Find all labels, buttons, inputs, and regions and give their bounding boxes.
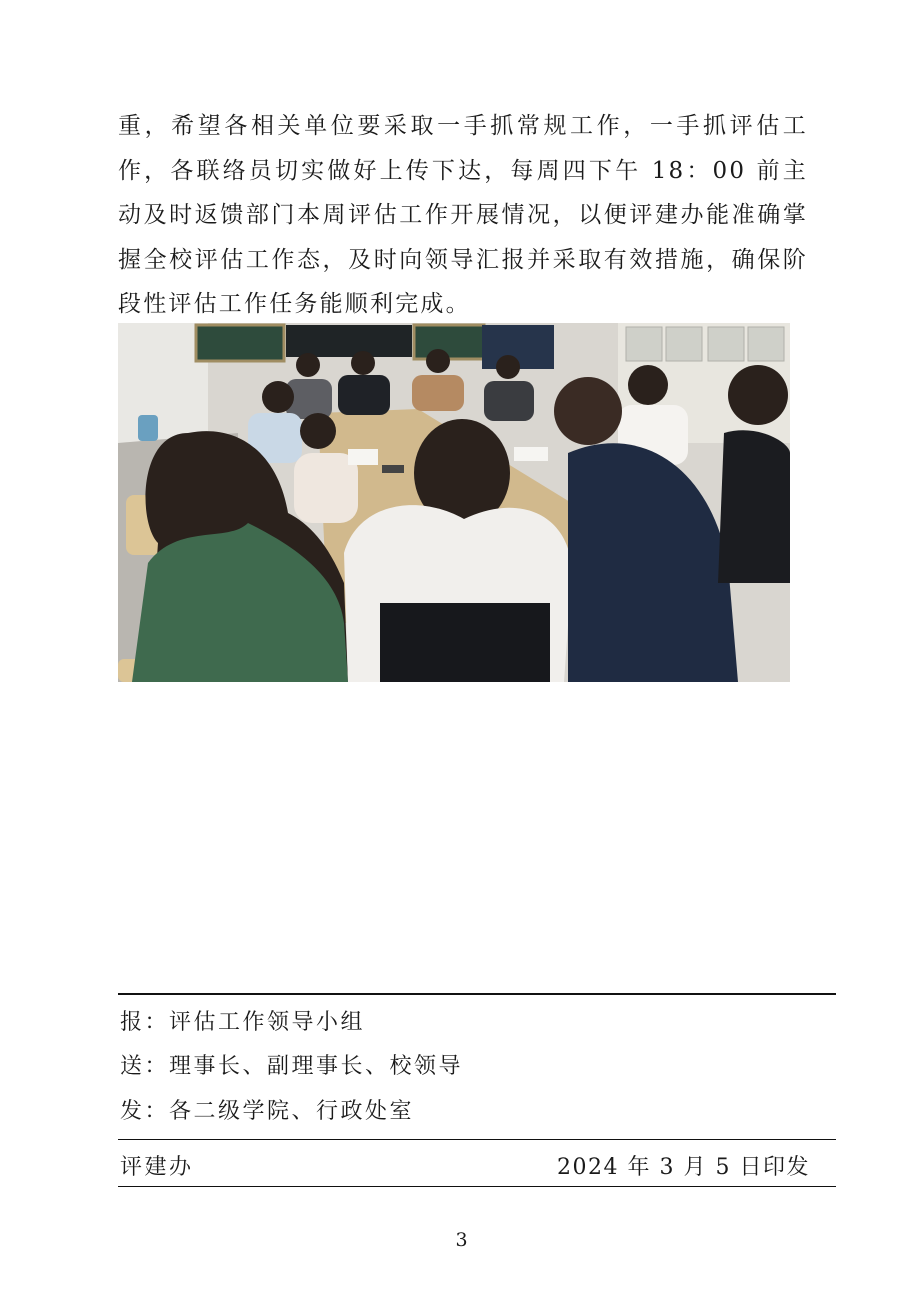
page-number: 3 — [455, 1229, 468, 1251]
issue-to-line: 发：各二级学院、行政处室 — [120, 1099, 415, 1124]
issue-date: 2024 年 3 月 5 日印发 — [557, 1155, 810, 1180]
body-paragraph: 重，希望各相关单位要采取一手抓常规工作，一手抓评估工作，各联络员切实做好上传下达，每周四下午 18：00 前主动及时返馈部门本周评估工作开展情况，以便评建办能准确掌握全校评估工作态，及时向领导汇报并采取有效措施，确保阶段性评估工作任务能顺利完成。 — [118, 113, 808, 317]
send-to-line: 送：理事长、副理事长、校领导 — [120, 1054, 464, 1079]
report-to-line: 报：评估工作领导小组 — [120, 1010, 366, 1035]
issuer: 评建办 — [120, 1155, 194, 1180]
top-divider — [118, 993, 836, 995]
meeting-photo — [118, 323, 790, 682]
bottom-divider — [118, 1186, 836, 1187]
middle-divider — [118, 1139, 836, 1140]
